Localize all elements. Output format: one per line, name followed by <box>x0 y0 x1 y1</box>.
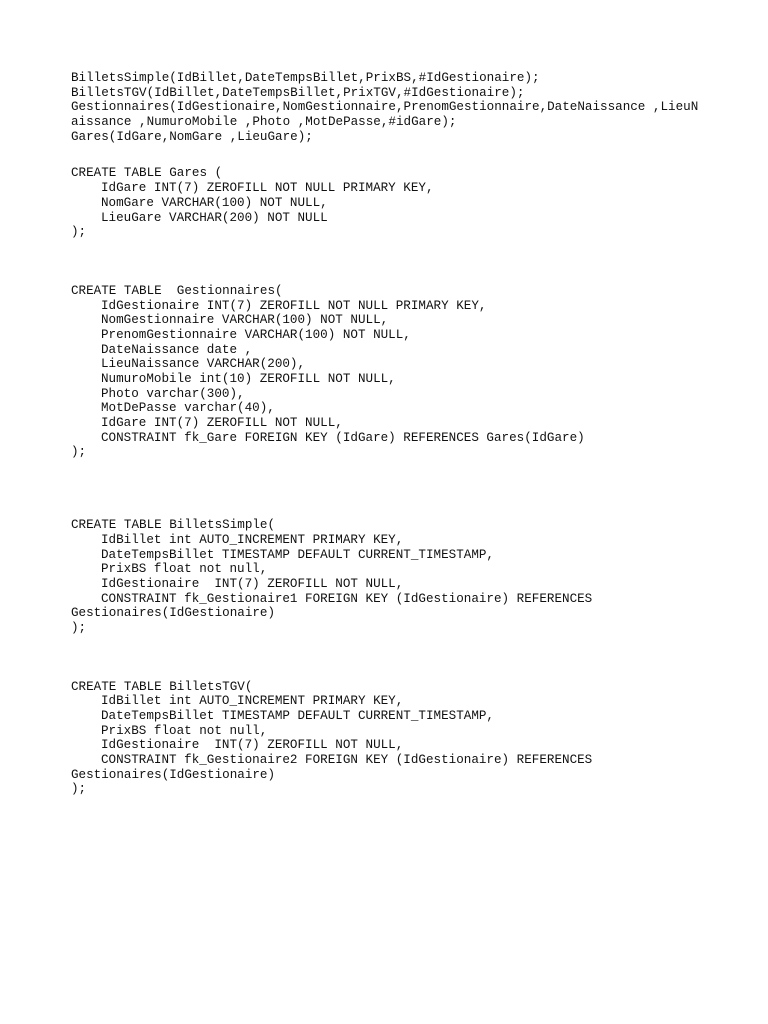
sql-column: NomGestionnaire VARCHAR(100) NOT NULL, <box>101 313 389 328</box>
sql-column: IdGestionaire INT(7) ZEROFILL NOT NULL, <box>101 576 404 591</box>
sql-column: DateTempsBillet TIMESTAMP DEFAULT CURRENT_TIMESTAMP, <box>101 547 494 562</box>
spacer <box>71 144 731 166</box>
sql-column: IdBillet int AUTO_INCREMENT PRIMARY KEY, <box>101 694 404 709</box>
sql-header: CREATE TABLE Gestionnaires( <box>71 283 283 298</box>
create-table-gares <box>71 166 731 239</box>
sql-column: LieuNaissance VARCHAR(200), <box>101 357 306 372</box>
sql-column: NomGare VARCHAR(100) NOT NULL, <box>101 195 328 210</box>
sql-footer: ); <box>71 620 87 635</box>
create-table-gestionnaires <box>71 284 731 460</box>
sql-constraint: CONSTRAINT fk_Gestionaire1 FOREIGN KEY (IdGestionaire) REFERENCES <box>101 591 593 606</box>
spacer <box>71 636 731 680</box>
schema-line: Gares(IdGare,NomGare ,LieuGare); <box>71 129 313 144</box>
sql-column: NumuroMobile int(10) ZEROFILL NOT NULL, <box>101 372 396 386</box>
sql-column: LieuGare VARCHAR(200) NOT NULL <box>101 210 328 225</box>
sql-header: CREATE TABLE BilletsTGV( <box>71 679 253 694</box>
sql-column: IdGestionaire INT(7) ZEROFILL NOT NULL, <box>101 738 404 753</box>
sql-column: IdGare INT(7) ZEROFILL NOT NULL PRIMARY KEY, <box>101 181 434 196</box>
sql-column: IdGestionaire INT(7) ZEROFILL NOT NULL PRIMARY KEY, <box>101 298 487 313</box>
sql-column: IdBillet int AUTO_INCREMENT PRIMARY KEY, <box>101 532 404 547</box>
schema-block <box>71 71 731 144</box>
sql-column: Photo varchar(300), <box>101 386 245 401</box>
sql-column: PrenomGestionnaire VARCHAR(100) NOT NULL, <box>101 327 411 342</box>
sql-footer: ); <box>71 445 87 460</box>
sql-continuation: Gestionaires(IdGestionaire) <box>71 767 276 782</box>
sql-column: PrixBS float not null, <box>101 562 268 577</box>
sql-constraint: CONSTRAINT fk_Gare FOREIGN KEY (IdGare) REFERENCES Gares(IdGare) <box>101 430 585 445</box>
schema-line: BilletsSimple(IdBillet,DateTempsBillet,PrixBS,#IdGestionaire); <box>71 71 540 85</box>
sql-column: DateNaissance date , <box>101 342 253 357</box>
create-table-billets-simple <box>71 518 731 636</box>
sql-column: MotDePasse varchar(40), <box>101 401 275 416</box>
sql-footer: ); <box>71 782 87 797</box>
document-page <box>71 71 731 797</box>
spacer <box>71 460 731 518</box>
sql-header: CREATE TABLE BilletsSimple( <box>71 518 276 533</box>
create-table-billets-tgv <box>71 680 731 798</box>
schema-line: Gestionnaires(IdGestionaire,NomGestionnaire,PrenomGestionnaire,DateNaissance ,LieuN <box>71 100 699 115</box>
sql-constraint: CONSTRAINT fk_Gestionaire2 FOREIGN KEY (IdGestionaire) REFERENCES <box>101 753 593 768</box>
sql-column: PrixBS float not null, <box>101 723 268 738</box>
sql-column: IdGare INT(7) ZEROFILL NOT NULL, <box>101 416 343 431</box>
sql-continuation: Gestionaires(IdGestionaire) <box>71 606 276 621</box>
schema-line: aissance ,NumuroMobile ,Photo ,MotDePasse,#idGare); <box>71 115 457 130</box>
sql-header: CREATE TABLE Gares ( <box>71 166 223 181</box>
sql-column: DateTempsBillet TIMESTAMP DEFAULT CURRENT_TIMESTAMP, <box>101 709 494 723</box>
spacer <box>71 240 731 284</box>
schema-line: BilletsTGV(IdBillet,DateTempsBillet,PrixTGV,#IdGestionaire); <box>71 85 525 100</box>
sql-footer: ); <box>71 225 87 240</box>
